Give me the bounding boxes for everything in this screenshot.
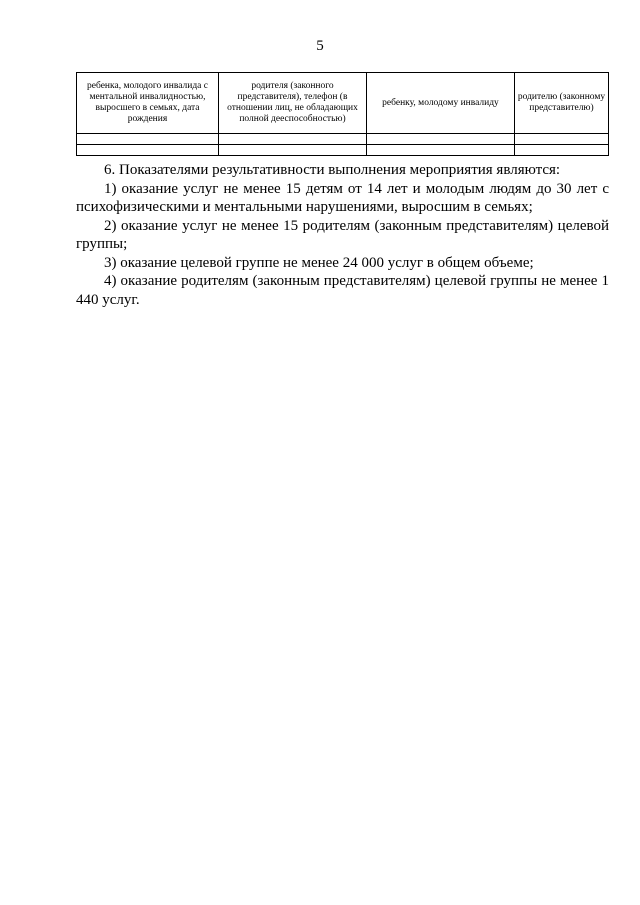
- paragraph-indicator-1: 1) оказание услуг не менее 15 детям от 14 лет и молодым людям до 30 лет с психофизическими и ментальными нарушениями, выросшим в семьях;: [76, 180, 609, 215]
- table-row: [77, 134, 609, 145]
- paragraph-indicator-3: 3) оказание целевой группе не менее 24 000 услуг в общем объеме;: [104, 254, 534, 271]
- table-cell: [367, 134, 515, 145]
- paragraph-indicator-2: 2) оказание услуг не менее 15 родителям (законным представителям) целевой группы;: [76, 217, 609, 252]
- table-header-cell: родителю (законному представителю): [515, 73, 609, 134]
- table-header-cell: ребенку, молодому инвалиду: [367, 73, 515, 134]
- table-cell: [367, 145, 515, 156]
- table-header-cell: ребенка, молодого инвалида с ментальной инвалидностью, выросшего в семьях, дата рождения: [77, 73, 219, 134]
- page-number: 5: [316, 38, 324, 54]
- table-header-row: [77, 73, 609, 134]
- paragraph-indicator-4: 4) оказание родителям (законным представителям) целевой группы не менее 1 440 услуг.: [76, 273, 609, 308]
- table-cell: [219, 145, 367, 156]
- table-header-cell: родителя (законного представителя), телефон (в отношении лиц, не обладающих полной дееспособностью): [219, 73, 367, 134]
- paragraph-indicators-heading: 6. Показателями результативности выполнения мероприятия являются:: [104, 162, 561, 178]
- table-cell: [77, 145, 219, 156]
- table-row: [77, 145, 609, 156]
- body-text: [76, 161, 609, 309]
- table-cell: [219, 134, 367, 145]
- table-cell: [515, 145, 609, 156]
- indicator-table: [76, 72, 609, 156]
- table-cell: [77, 134, 219, 145]
- table-cell: [515, 134, 609, 145]
